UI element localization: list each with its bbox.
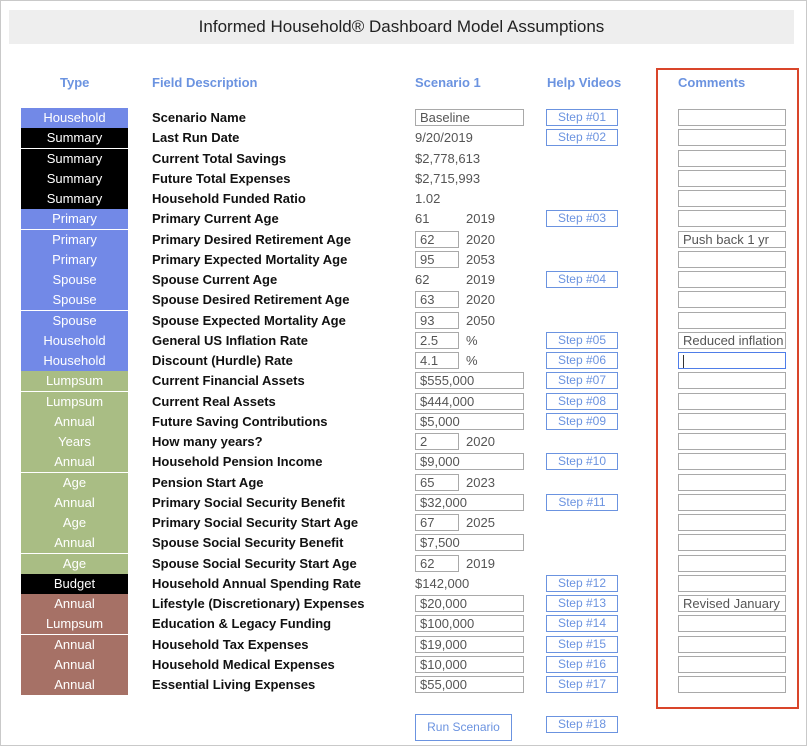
type-cell: Summary [21,189,128,209]
table-row [0,250,807,270]
scenario-value: $2,778,613 [415,150,481,166]
scenario-input[interactable]: 2.5 [415,332,459,349]
scenario-value: 61 [415,211,430,227]
page-title: Informed Household® Dashboard Model Assumptions [9,10,794,44]
type-cell: Spouse [21,290,128,310]
comment-input[interactable] [678,555,786,572]
comment-input[interactable] [678,312,786,329]
scenario-input[interactable]: $19,000 [415,636,524,653]
type-cell: Annual [21,635,128,655]
scenario-input[interactable]: 62 [415,231,459,248]
scenario-value: $2,715,993 [415,170,481,186]
table-row [0,270,807,290]
table-row [0,635,807,655]
comment-input[interactable] [678,271,786,288]
type-cell: Household [21,108,128,128]
comment-input[interactable] [678,575,786,592]
help-video-button[interactable]: Step #10 [546,453,618,470]
help-video-button[interactable]: Step #06 [546,352,618,369]
table-row [0,149,807,169]
table-row [0,675,807,695]
comment-input[interactable] [678,433,786,450]
table-row [0,533,807,553]
scenario-input[interactable]: 2 [415,433,459,450]
header-comments: Comments [678,75,746,90]
comment-input[interactable] [678,251,786,268]
calculated-year: 2023 [466,474,495,490]
field-description: Spouse Expected Mortality Age [152,312,346,328]
scenario-input[interactable]: $555,000 [415,372,524,389]
comment-input[interactable] [678,494,786,511]
type-cell: Lumpsum [21,614,128,634]
table-row [0,655,807,675]
comment-input[interactable]: Push back 1 yr [678,231,786,248]
table-row [0,128,807,148]
help-video-button[interactable]: Step #11 [546,494,618,511]
table-row [0,230,807,250]
comment-input[interactable] [678,636,786,653]
header-help-videos: Help Videos [547,75,622,90]
comment-input[interactable] [678,656,786,673]
field-description: Current Total Savings [152,150,287,166]
table-row [0,351,807,371]
scenario-input[interactable]: 93 [415,312,459,329]
scenario-input[interactable]: $10,000 [415,656,524,673]
type-cell: Budget [21,574,128,594]
scenario-input[interactable]: $32,000 [415,494,524,511]
calculated-year: 2019 [466,555,495,571]
calculated-year: 2019 [466,211,495,227]
scenario-input[interactable]: 62 [415,555,459,572]
field-description: Primary Current Age [152,211,279,227]
type-cell: Annual [21,594,128,614]
comment-input[interactable] [678,150,786,167]
comment-input[interactable] [678,534,786,551]
field-description: Primary Desired Retirement Age [152,231,351,247]
scenario-input[interactable]: $7,500 [415,534,524,551]
help-video-button[interactable]: Step #12 [546,575,618,592]
scenario-value: 62 [415,272,430,287]
field-description: Spouse Current Age [152,272,278,287]
type-cell: Household [21,351,128,371]
field-description: Discount (Hurdle) Rate [152,353,293,368]
comment-input[interactable] [678,413,786,430]
table-row [0,452,807,472]
help-video-button[interactable]: Step #17 [546,676,618,693]
type-cell: Primary [21,230,128,250]
type-cell: Household [21,331,128,351]
run-scenario-button[interactable]: Run Scenario [415,714,512,741]
comment-input[interactable] [678,170,786,187]
type-cell: Annual [21,533,128,553]
scenario-input[interactable]: Baseline [415,109,524,126]
table-row [0,513,807,533]
type-cell: Lumpsum [21,371,128,391]
header-field-description: Field Description [152,75,258,90]
type-cell: Lumpsum [21,392,128,412]
comment-input[interactable] [678,676,786,693]
field-description: Current Financial Assets [152,373,305,389]
type-cell: Summary [21,128,128,148]
table-row [0,473,807,493]
comment-input[interactable] [678,474,786,491]
field-description: General US Inflation Rate [152,332,309,348]
field-description: Lifestyle (Discretionary) Expenses [152,596,365,611]
field-description: Scenario Name [152,110,246,125]
scenario-input[interactable]: $20,000 [415,595,524,612]
table-row [0,554,807,574]
scenario-input[interactable]: $100,000 [415,615,524,632]
field-description: Household Medical Expenses [152,656,335,672]
comment-input[interactable] [678,109,786,126]
scenario-input[interactable]: 65 [415,474,459,491]
scenario-input[interactable]: $9,000 [415,453,524,470]
comment-input[interactable] [678,291,786,308]
type-cell: Annual [21,675,128,695]
type-cell: Annual [21,493,128,513]
calculated-year: 2053 [466,251,495,267]
table-row [0,594,807,614]
table-row [0,209,807,229]
help-video-button[interactable]: Step #16 [546,656,618,673]
type-cell: Primary [21,209,128,229]
scenario-input[interactable]: 95 [415,251,459,268]
table-row [0,371,807,391]
help-video-button[interactable]: Step #04 [546,271,618,288]
table-row [0,412,807,432]
calculated-year: 2020 [466,231,495,247]
field-description: Household Pension Income [152,454,323,470]
table-row [0,290,807,310]
type-cell: Age [21,554,128,574]
type-cell: Spouse [21,270,128,290]
header-type: Type [60,75,90,90]
comment-input[interactable] [678,190,786,207]
table-row [0,392,807,412]
comment-input[interactable] [678,210,786,227]
field-description: Spouse Desired Retirement Age [152,292,350,308]
help-video-button[interactable]: Step #05 [546,332,618,349]
field-description: Household Annual Spending Rate [152,575,361,591]
table-row [0,189,807,209]
field-description: Household Tax Expenses [152,636,309,652]
field-description: Future Saving Contributions [152,413,328,429]
comment-input[interactable] [678,453,786,470]
help-video-button[interactable]: Step #15 [546,636,618,653]
scenario-input[interactable]: 67 [415,514,459,531]
field-description: Primary Expected Mortality Age [152,251,348,267]
type-cell: Primary [21,250,128,270]
scenario-value: 1.02 [415,191,441,206]
text-cursor [683,355,684,368]
field-description: Primary Social Security Benefit [152,494,345,510]
scenario-value: 9/20/2019 [415,130,473,146]
field-description: Pension Start Age [152,474,264,490]
field-description: Last Run Date [152,130,240,146]
comment-input[interactable] [678,514,786,531]
comment-input[interactable] [678,393,786,410]
help-video-button[interactable]: Step #09 [546,413,618,430]
scenario-input[interactable]: 63 [415,291,459,308]
comment-input[interactable]: Reduced inflation [678,332,786,349]
field-description: Education & Legacy Funding [152,616,332,632]
field-description: Essential Living Expenses [152,677,316,692]
table-row [0,331,807,351]
field-description: Future Total Expenses [152,170,291,186]
help-video-button[interactable]: Step #02 [546,129,618,146]
scenario-input[interactable]: $55,000 [415,676,524,693]
field-description: Current Real Assets [152,393,276,409]
field-description: Household Funded Ratio [152,191,306,206]
comment-input[interactable] [678,372,786,389]
type-cell: Annual [21,412,128,432]
comment-input[interactable] [678,615,786,632]
table-row [0,311,807,331]
table-row [0,493,807,513]
comment-input[interactable]: Revised January [678,595,786,612]
type-cell: Spouse [21,311,128,331]
table-row [0,169,807,189]
help-video-button[interactable]: Step #01 [546,109,618,126]
percent-unit: % [466,353,478,368]
help-video-button[interactable]: Step #07 [546,372,618,389]
calculated-year: 2020 [466,292,495,308]
field-description: Spouse Social Security Benefit [152,535,344,551]
header-scenario: Scenario 1 [415,75,481,90]
table-row [0,432,807,452]
type-cell: Age [21,473,128,493]
type-cell: Years [21,432,128,452]
help-video-button[interactable]: Step #14 [546,615,618,632]
help-video-button[interactable]: Step #03 [546,210,618,227]
calculated-year: 2020 [466,434,495,449]
scenario-input[interactable]: 4.1 [415,352,459,369]
table-row [0,574,807,594]
comment-input[interactable] [678,352,786,369]
type-cell: Annual [21,655,128,675]
field-description: Spouse Social Security Start Age [152,555,357,571]
scenario-input[interactable]: $444,000 [415,393,524,410]
help-video-button[interactable]: Step #08 [546,393,618,410]
table-row [0,108,807,128]
type-cell: Annual [21,452,128,472]
field-description: Primary Social Security Start Age [152,515,359,530]
type-cell: Summary [21,169,128,189]
scenario-value: $142,000 [415,575,470,591]
type-cell: Summary [21,149,128,169]
help-video-button[interactable]: Step #13 [546,595,618,612]
calculated-year: 2019 [466,272,495,287]
type-cell: Age [21,513,128,533]
calculated-year: 2050 [466,312,495,328]
table-row [0,614,807,634]
help-video-button[interactable]: Step #18 [546,716,618,733]
field-description: How many years? [152,434,263,449]
calculated-year: 2025 [466,515,495,530]
scenario-input[interactable]: $5,000 [415,413,524,430]
comment-input[interactable] [678,129,786,146]
percent-unit: % [466,332,478,348]
